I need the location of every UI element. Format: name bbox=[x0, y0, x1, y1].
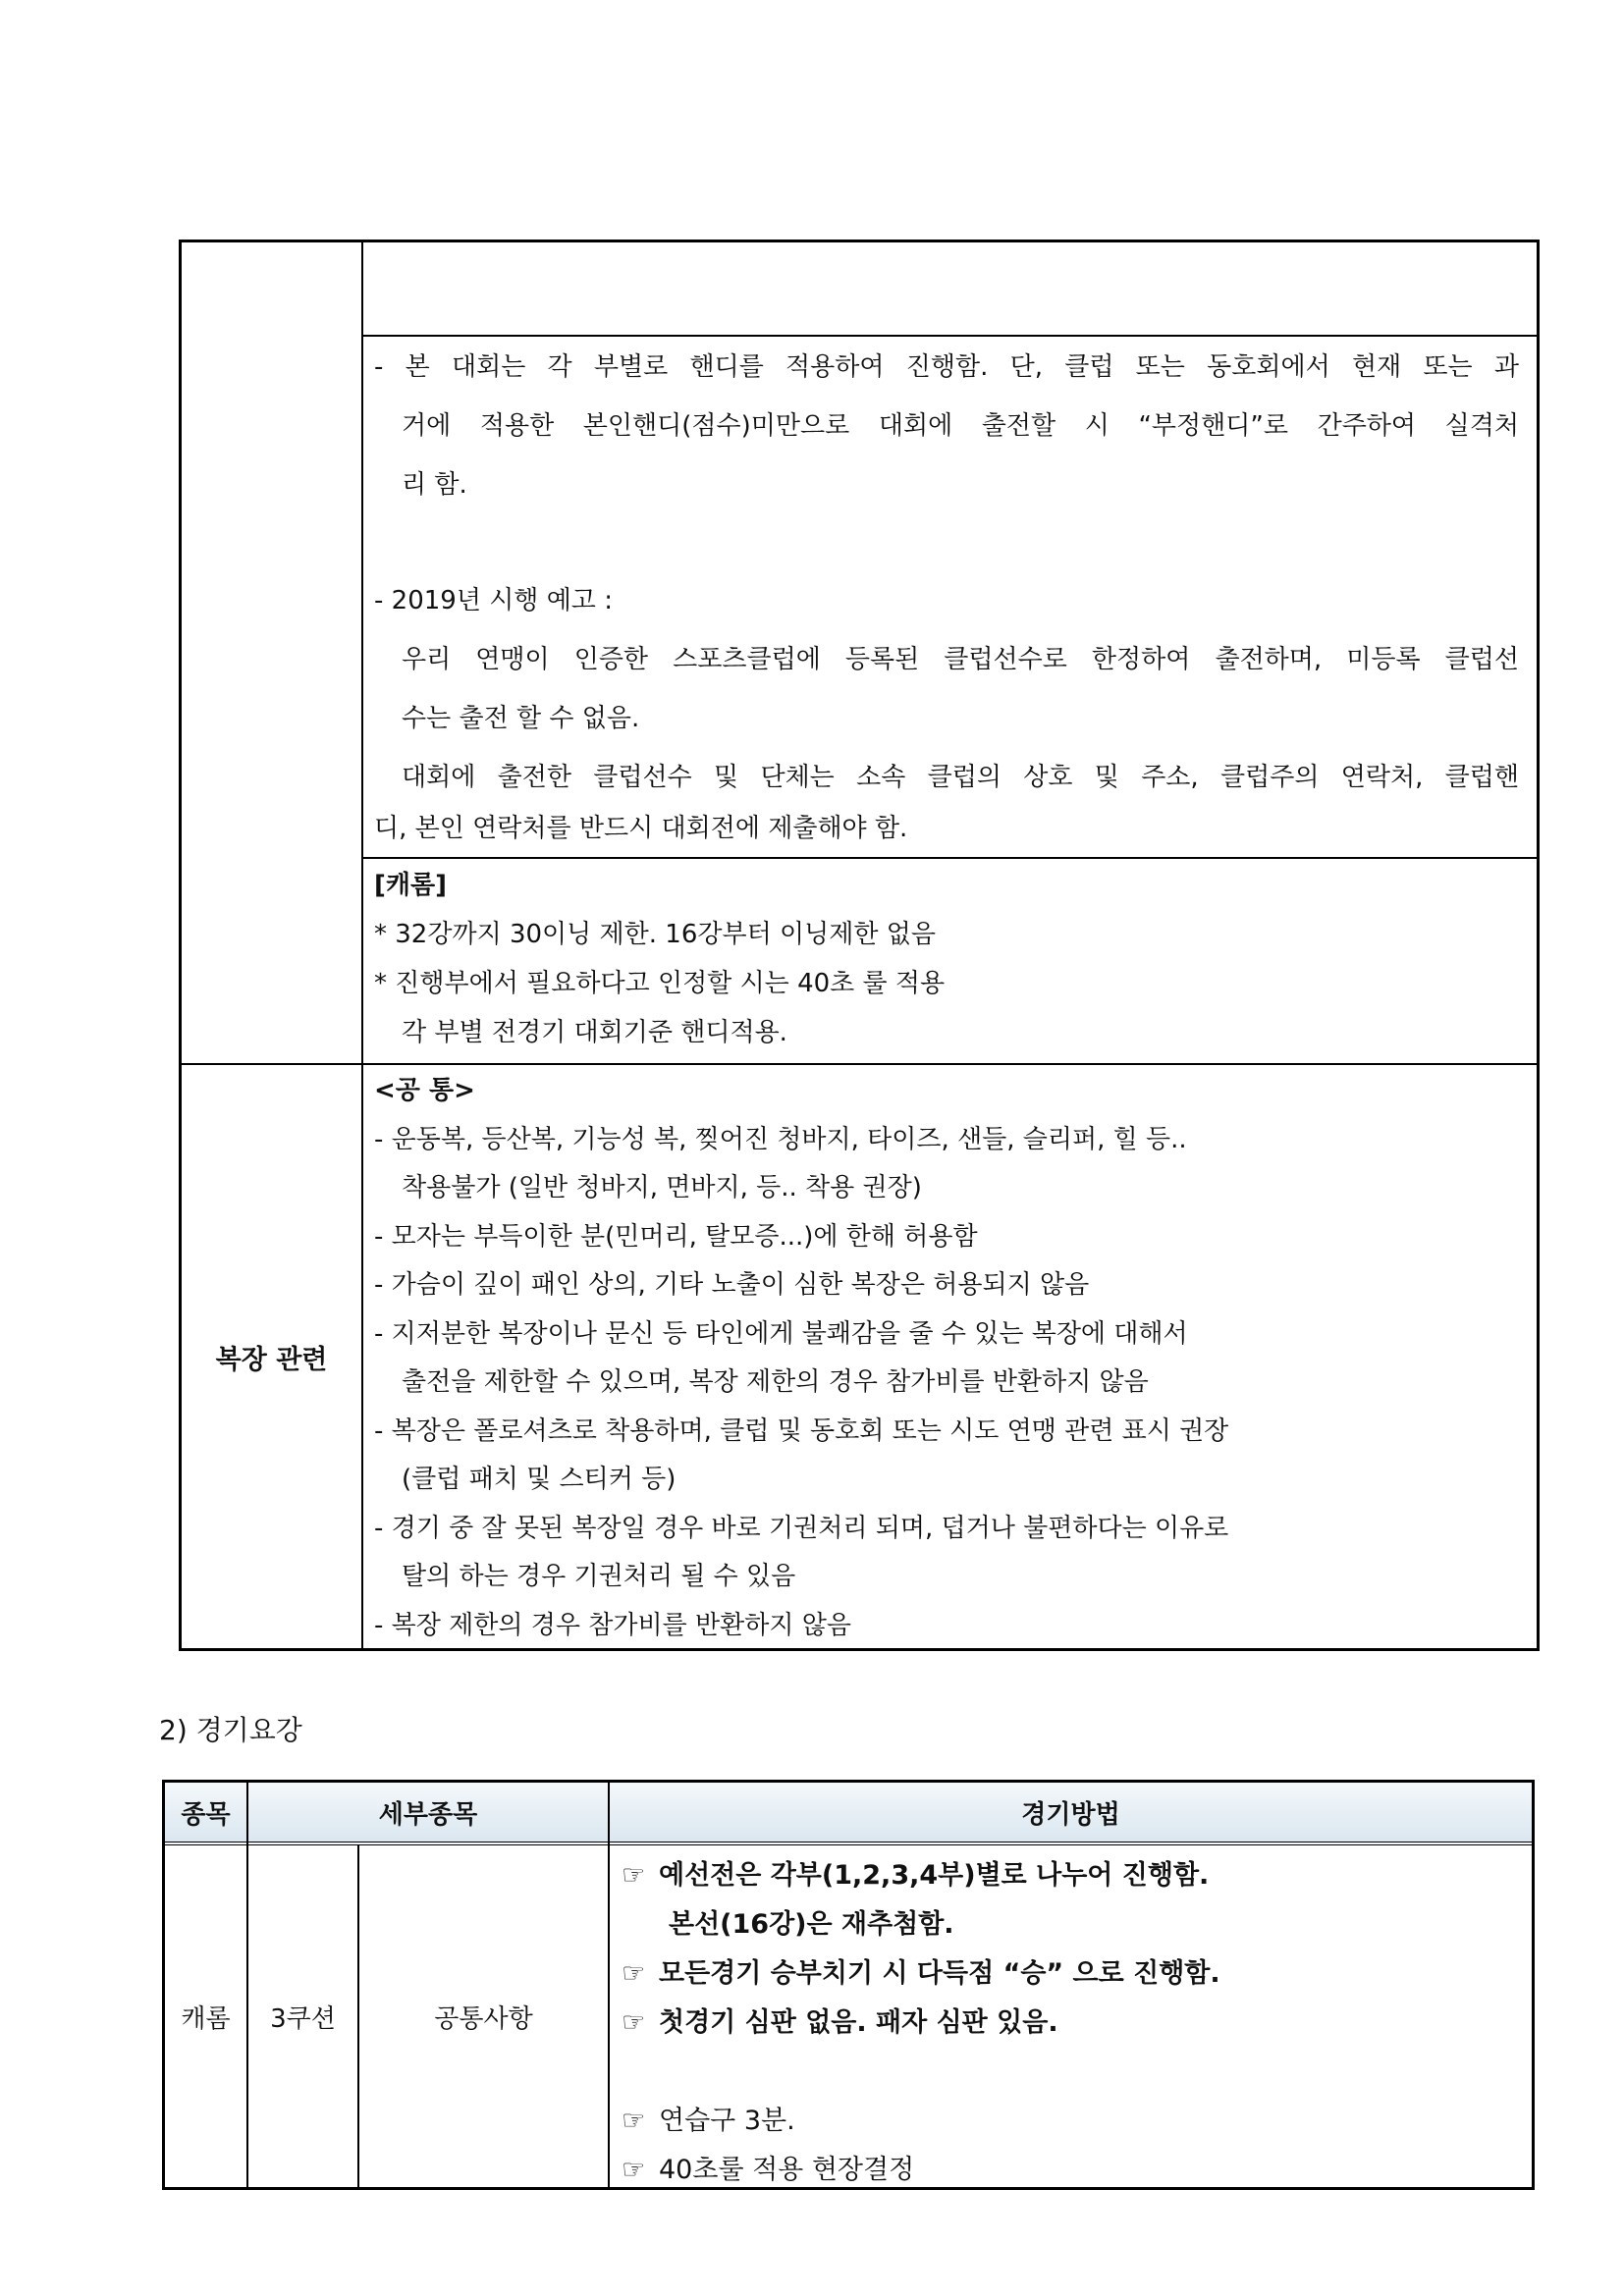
methods-cell bbox=[622, 1851, 1220, 2195]
pointing-hand-icon: ☞ bbox=[622, 1860, 646, 1891]
handicap-row-label bbox=[182, 242, 361, 1063]
method-line: 연습구 3분. bbox=[659, 2106, 795, 2136]
header-event: 종목 bbox=[181, 1799, 231, 1830]
section-title: 2) 경기요강 bbox=[159, 1714, 302, 1746]
column-divider bbox=[608, 1783, 610, 2187]
dress-line: 탈의 하는 경우 기권처리 될 수 있음 bbox=[402, 1562, 796, 1591]
carom-line: * 진행부에서 필요하다고 인정할 시는 40초 룰 적용 bbox=[374, 969, 946, 998]
pointing-hand-icon: ☞ bbox=[622, 2106, 646, 2136]
pointing-hand-icon: ☞ bbox=[622, 1958, 646, 1989]
dress-line: - 모자는 부득이한 분(민머리, 탈모증...)에 한해 허용함 bbox=[374, 1221, 978, 1252]
row-divider bbox=[182, 1063, 1537, 1065]
dress-line: - 지저분한 복장이나 문신 등 타인에게 불쾌감을 줄 수 있는 복장에 대해서 bbox=[374, 1318, 1188, 1349]
rule-line: - 본 대회는 각 부별로 핸디를 적용하여 진행함. 단, 클럽 또는 동호회에서 현재 또는 과 bbox=[374, 352, 1519, 382]
dress-code-label: 복장 관련 bbox=[215, 1344, 328, 1375]
event-cell: 캐롬 bbox=[181, 2003, 231, 2034]
dress-line: 착용불가 (일반 청바지, 면바지, 등.. 착용 권장) bbox=[402, 1173, 922, 1202]
dress-line: - 경기 중 잘 못된 복장일 경우 바로 기권처리 되며, 덥거나 불편하다는 이유로 bbox=[374, 1513, 1229, 1543]
carom-line: 각 부별 전경기 대회기준 핸디적용. bbox=[402, 1018, 787, 1047]
empty-cell bbox=[374, 242, 1519, 335]
dress-line: - 운동복, 등산복, 기능성 복, 찢어진 청바지, 타이즈, 샌들, 슬리퍼, 힐 등.. bbox=[374, 1124, 1187, 1154]
notice-line: 우리 연맹이 인증한 스포츠클럽에 등록된 클럽선수로 한정하여 출전하며, 미등록 클럽선 bbox=[402, 645, 1519, 674]
dress-code-cell bbox=[374, 1067, 1519, 1650]
method-line: 예선전은 각부(1,2,3,4부)별로 나누어 진행함. bbox=[659, 1860, 1210, 1891]
method-line: 40초룰 적용 현장결정 bbox=[659, 2155, 915, 2185]
method-line: 모든경기 승부치기 시 다득점 “승” 으로 진행함. bbox=[659, 1958, 1220, 1989]
carom-rules-cell bbox=[374, 861, 1519, 1057]
rule-line: 거에 적용한 본인핸디(점수)미만으로 대회에 출전할 시 “부정핸디”로 간주하여 실격처 bbox=[402, 411, 1519, 441]
category-cell: 공통사항 bbox=[434, 2003, 533, 2034]
carom-title: [캐롬] bbox=[374, 871, 447, 900]
header-sub-event: 세부종목 bbox=[378, 1799, 478, 1830]
row-divider bbox=[363, 335, 1537, 337]
handicap-rules-cell bbox=[374, 343, 1519, 853]
notice-line: 디, 본인 연락처를 반드시 대회전에 제출해야 함. bbox=[374, 814, 908, 843]
notice-line: 수는 출전 할 수 없음. bbox=[402, 704, 640, 733]
carom-line: * 32강까지 30이닝 제한. 16강부터 이닝제한 없음 bbox=[374, 920, 936, 949]
pointing-hand-icon: ☞ bbox=[622, 2155, 646, 2185]
dress-common-title: <공 통> bbox=[374, 1076, 475, 1105]
spacer bbox=[622, 2048, 1220, 2097]
column-divider bbox=[361, 242, 363, 1648]
dress-line: (클럽 패치 및 스티커 등) bbox=[402, 1465, 677, 1494]
notice-title: - 2019년 시행 예고 : bbox=[374, 586, 613, 615]
game-rules-table bbox=[162, 1780, 1535, 2190]
dress-line: 출전을 제한할 수 있으며, 복장 제한의 경우 참가비를 반환하지 않음 bbox=[402, 1367, 1149, 1397]
header-method: 경기방법 bbox=[1021, 1799, 1120, 1830]
rule-line: 리 함. bbox=[402, 470, 467, 500]
pointing-hand-icon: ☞ bbox=[622, 2007, 646, 2038]
notice-line: 대회에 출전한 클럽선수 및 단체는 소속 클럽의 상호 및 주소, 클럽주의 연락처, 클럽핸 bbox=[402, 763, 1519, 792]
sub-event-cell: 3쿠션 bbox=[270, 2003, 336, 2034]
dress-line: - 복장 제한의 경우 참가비를 반환하지 않음 bbox=[374, 1610, 851, 1640]
method-line: 본선(16강)은 재추첨함. bbox=[669, 1909, 954, 1940]
spacer bbox=[374, 519, 1519, 576]
dress-line: - 복장은 폴로셔츠로 착용하며, 클럽 및 동호회 또는 시도 연맹 관련 표시 권장 bbox=[374, 1415, 1229, 1446]
rules-table bbox=[179, 240, 1540, 1651]
dress-line: - 가슴이 깊이 패인 상의, 기타 노출이 심한 복장은 허용되지 않음 bbox=[374, 1270, 1090, 1300]
method-line: 첫경기 심판 없음. 패자 심판 있음. bbox=[659, 2007, 1058, 2038]
row-divider bbox=[363, 857, 1537, 859]
